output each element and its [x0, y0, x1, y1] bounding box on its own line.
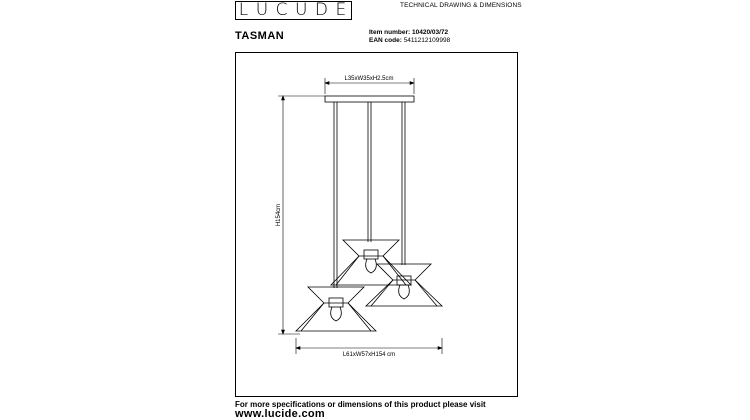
- logo-letter: U: [255, 0, 271, 20]
- ean-value: 5411212109998: [403, 37, 451, 44]
- logo-letter: E: [335, 0, 349, 20]
- item-number-label: Item number:: [369, 29, 411, 36]
- footer-note: For more specifications or dimensions of this product please visit: [235, 400, 486, 409]
- document-type: TECHNICAL DRAWING & DIMENSIONS: [400, 2, 522, 9]
- product-name: TASMAN: [235, 30, 285, 42]
- ean-label: EAN code:: [369, 37, 402, 44]
- height-dimension-label: H154cm: [276, 203, 282, 227]
- pendant-lamp: [331, 240, 411, 285]
- logo-letter: L: [238, 0, 251, 20]
- canopy-dimension-label: L35xW35xH2.5cm: [344, 76, 394, 82]
- logo-letter: U: [294, 0, 310, 20]
- overall-dimension-label: L61xW57xH154 cm: [342, 352, 396, 358]
- logo-letter: C: [275, 0, 290, 20]
- logo-letter: D: [314, 0, 330, 20]
- ceiling-canopy: [325, 96, 414, 102]
- website-link[interactable]: www.lucide.com: [235, 408, 325, 420]
- height-dimension-line: [278, 96, 325, 334]
- pendant-lamp: [296, 287, 376, 331]
- item-number-value: 10420/03/72: [411, 29, 449, 36]
- suspension-cords: [334, 102, 405, 288]
